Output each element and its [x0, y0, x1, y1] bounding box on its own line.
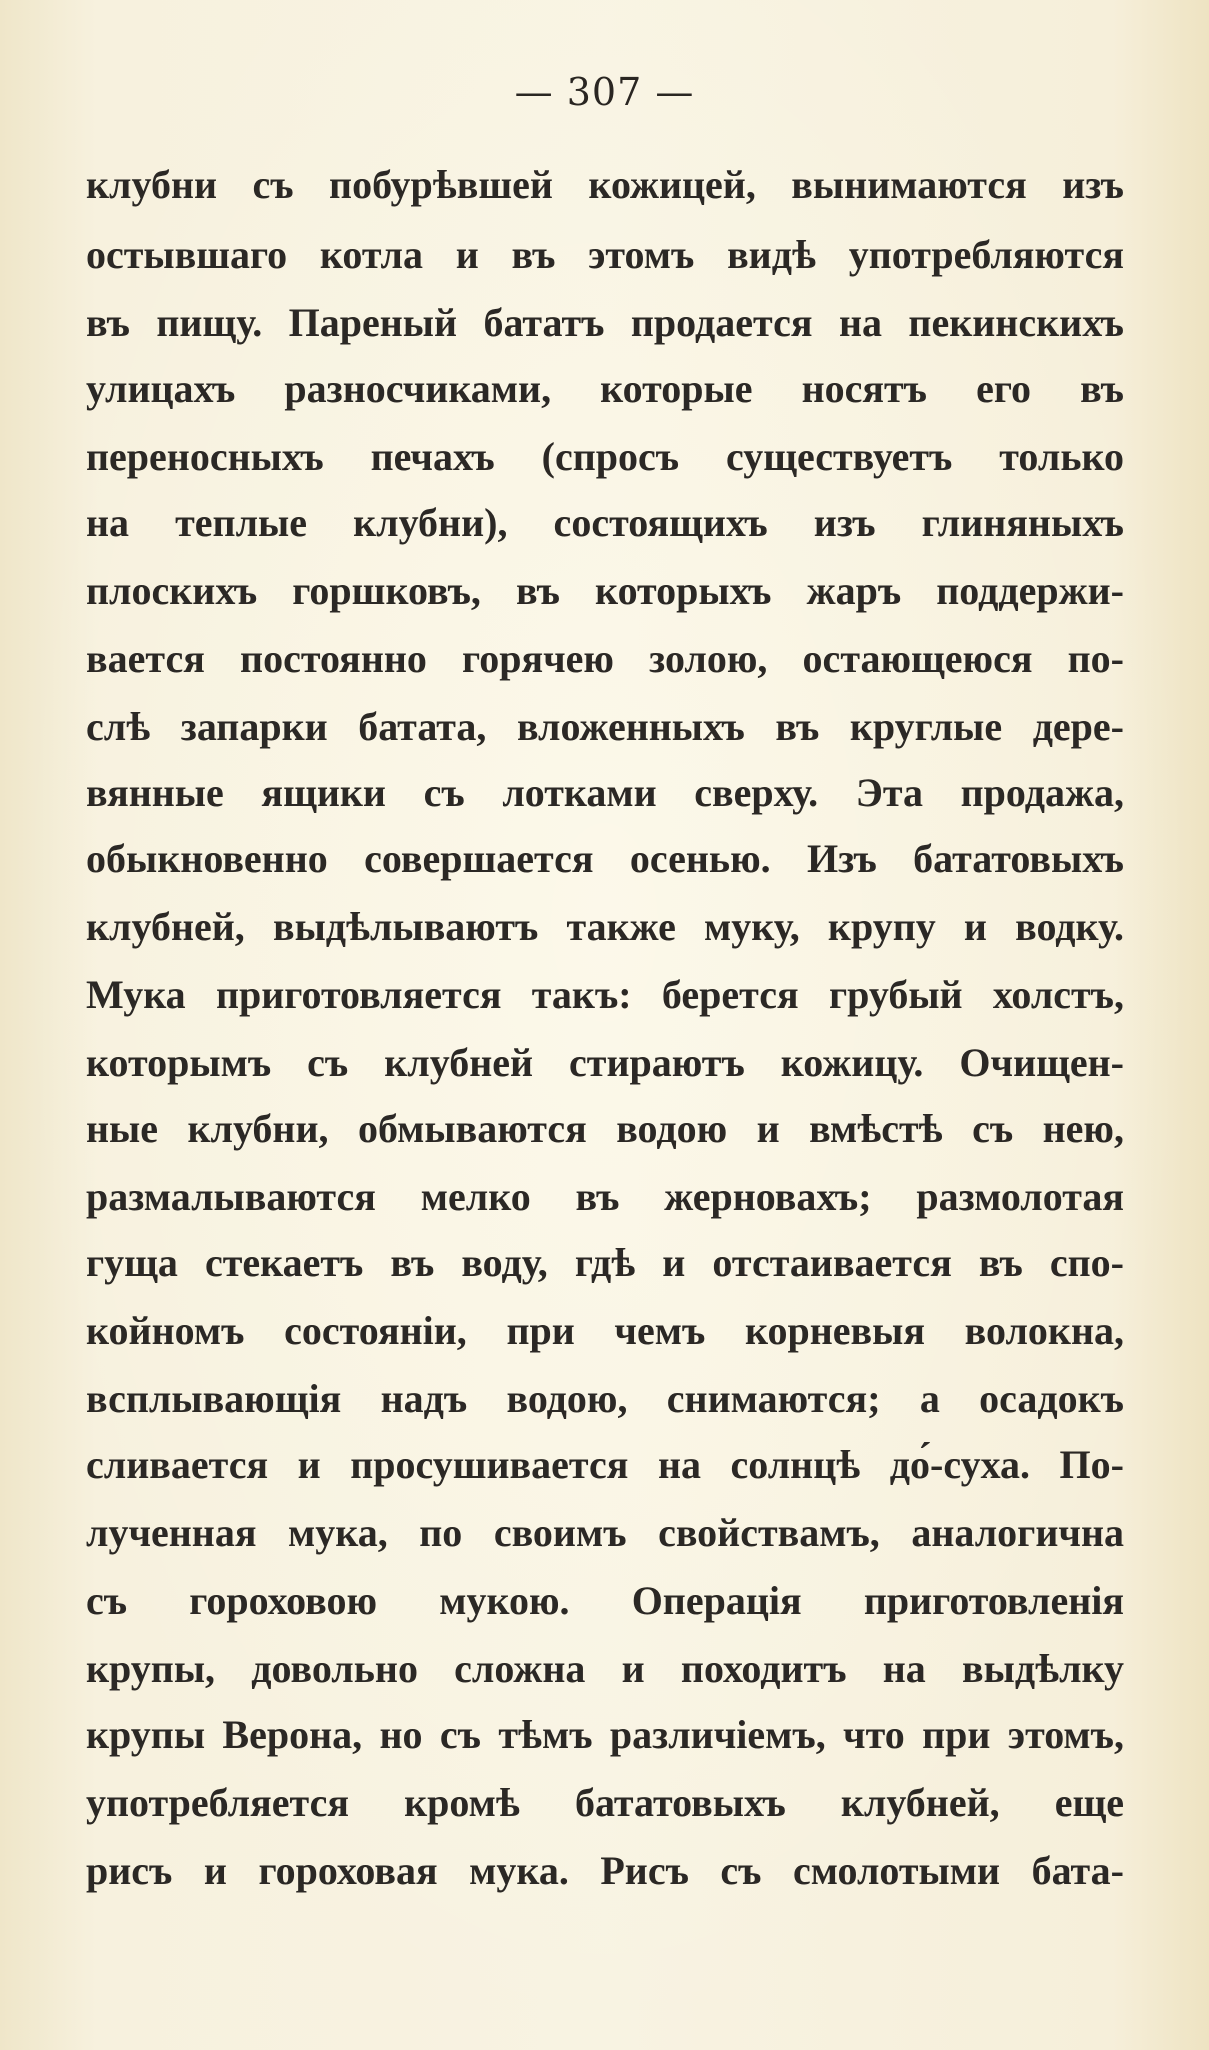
text-line: въ пищу. Пареный бататъ продается на пекинскихъ [86, 300, 1124, 345]
text-line: вается постоянно горячею золою, остающеюся по- [86, 636, 1124, 681]
text-line: съ гороховою мукою. Операція приготовленія [86, 1578, 1124, 1623]
text-line: гуща стекаетъ въ воду, гдѣ и отстаивается въ спо- [86, 1240, 1124, 1285]
text-line: слѣ запарки батата, вложенныхъ въ круглые дере- [86, 704, 1124, 749]
text-line: клубни съ побурѣвшей кожицей, вынимаются изъ [86, 162, 1124, 207]
text-line: сливается и просушивается на солнцѣ до́-суха. По- [86, 1442, 1124, 1487]
text-line: лученная мука, по своимъ свойствамъ, аналогична [86, 1510, 1124, 1555]
text-line: которымъ съ клубней стираютъ кожицу. Очищен- [86, 1040, 1124, 1085]
text-line: койномъ состояніи, при чемъ корневыя волокна, [86, 1308, 1124, 1353]
text-line: Мука приготовляется такъ: берется грубый холстъ, [86, 972, 1124, 1017]
text-line: на теплые клубни), состоящихъ изъ глиняныхъ [86, 500, 1124, 545]
text-line: улицахъ разносчиками, которые носятъ его въ [86, 366, 1124, 411]
text-line: крупы Верона, но съ тѣмъ различіемъ, что при этомъ, [86, 1712, 1124, 1757]
text-line: клубней, выдѣлываютъ также муку, крупу и водку. [86, 904, 1124, 949]
text-line: размалываются мелко въ жерновахъ; размолотая [86, 1174, 1124, 1219]
text-line: ные клубни, обмываются водою и вмѣстѣ съ нею, [86, 1106, 1124, 1151]
text-line: остывшаго котла и въ этомъ видѣ употребляются [86, 232, 1124, 277]
text-line: рисъ и гороховая мука. Рисъ съ смолотыми бата- [86, 1848, 1124, 1893]
text-line: обыкновенно совершается осенью. Изъ бататовыхъ [86, 836, 1124, 881]
text-line: всплывающія надъ водою, снимаются; а осадокъ [86, 1376, 1124, 1421]
page-number: — 307 — [514, 70, 695, 114]
text-line: крупы, довольно сложна и походитъ на выдѣлку [86, 1646, 1124, 1691]
text-line: плоскихъ горшковъ, въ которыхъ жаръ поддержи- [86, 568, 1124, 613]
text-line: употребляется кромѣ бататовыхъ клубней, еще [86, 1780, 1124, 1825]
text-line: переносныхъ печахъ (спросъ существуетъ только [86, 434, 1124, 479]
text-line: вянные ящики съ лотками сверху. Эта продажа, [86, 770, 1124, 815]
